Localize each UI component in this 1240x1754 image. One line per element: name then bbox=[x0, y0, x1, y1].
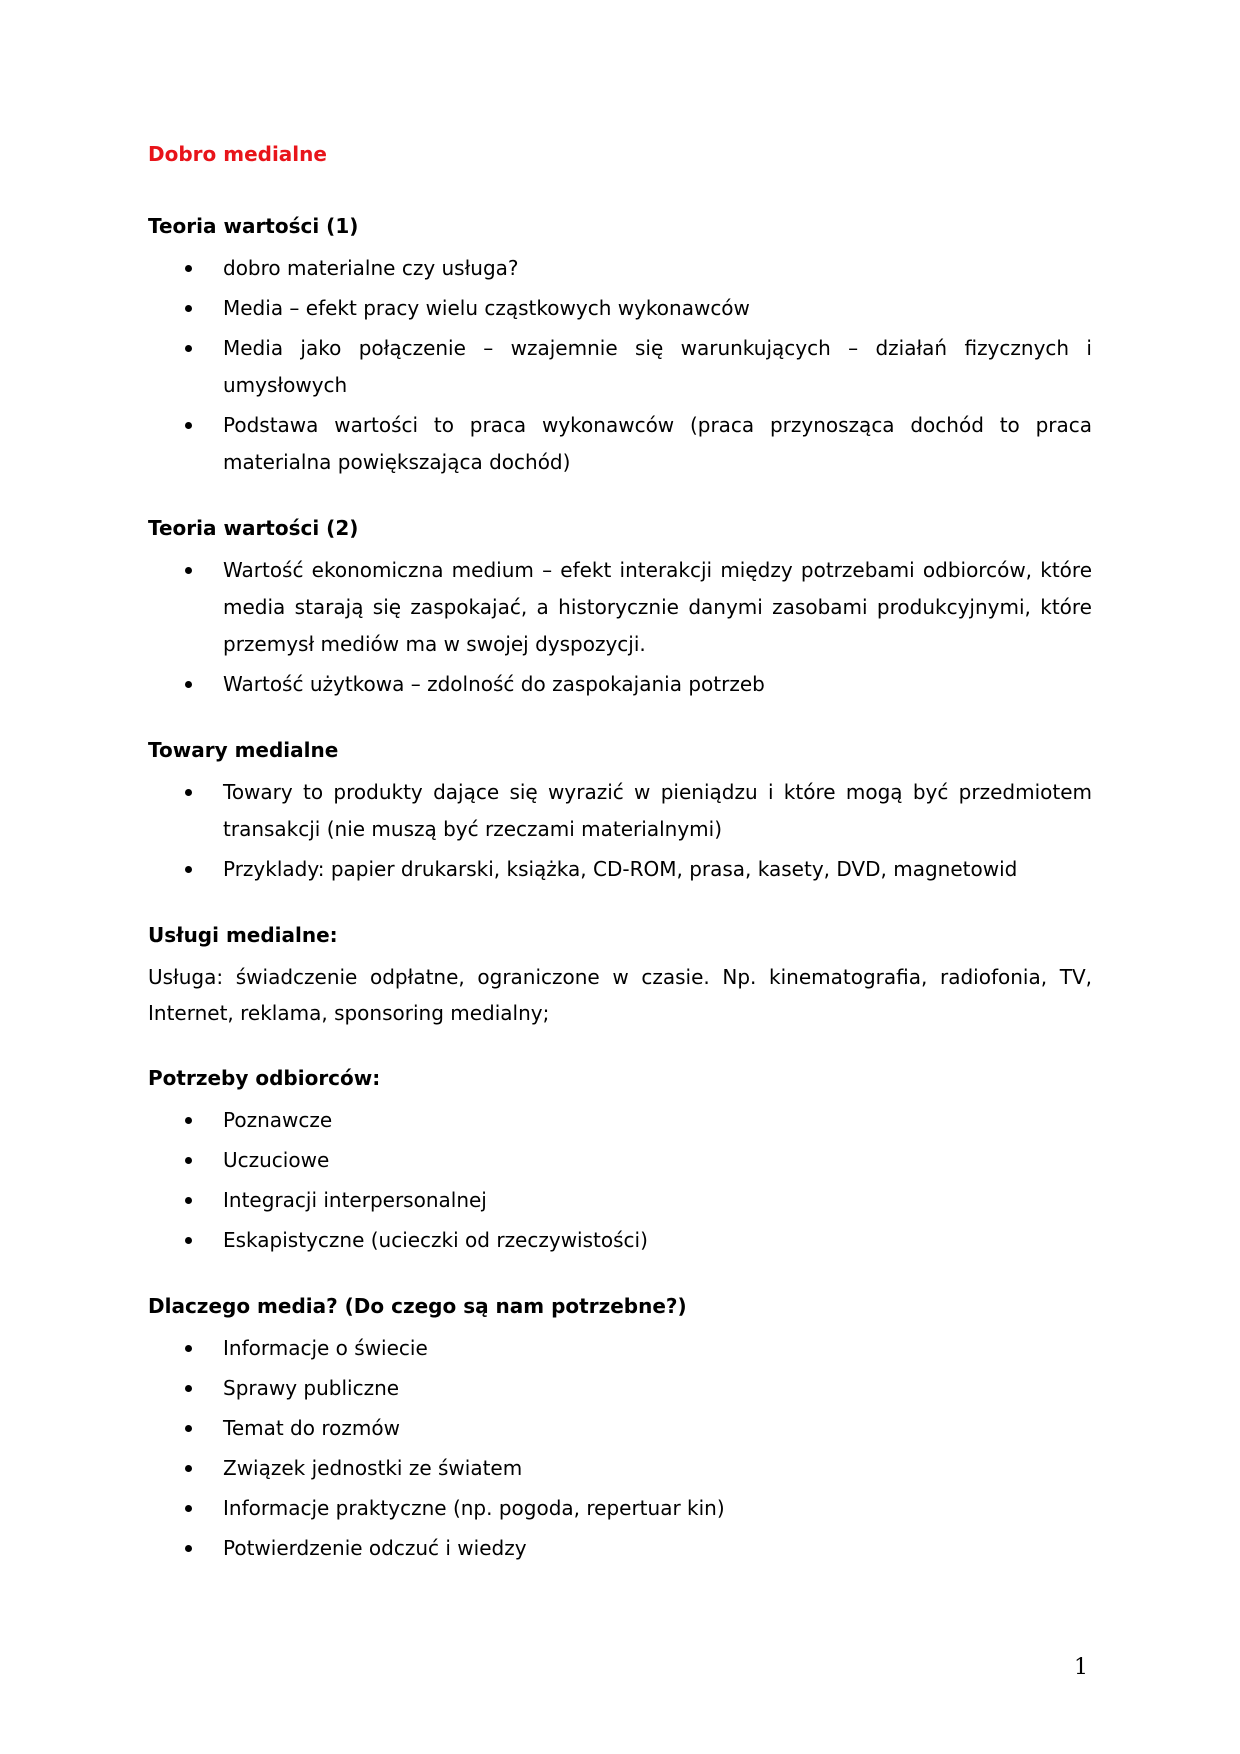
list-item bbox=[148, 1450, 1092, 1487]
list-item bbox=[148, 1410, 1092, 1447]
section-heading: Teoria wartości (1) bbox=[148, 214, 359, 238]
bullet-icon bbox=[185, 681, 192, 688]
section bbox=[148, 923, 1092, 1031]
bullet-icon bbox=[185, 1425, 192, 1432]
bullet-icon bbox=[185, 422, 192, 429]
list-item-text: Wartość użytkowa – zdolność do zaspokajania potrzeb bbox=[223, 672, 765, 696]
bullet-icon bbox=[185, 1465, 192, 1472]
list-item-text: Media jako połączenie – wzajemnie się warunkujących – działań fizycznych i umysłowych bbox=[223, 336, 1092, 397]
document-sections bbox=[148, 214, 1092, 1567]
list-item-text: Wartość ekonomiczna medium – efekt interakcji między potrzebami odbiorców, które media starają się zaspokajać, a historycznie danymi zasobami produkcyjnymi, które przemysł mediów ma w swojej dyspozycji. bbox=[223, 558, 1092, 656]
list-item bbox=[148, 250, 1092, 287]
list-item-text: Informacje o świecie bbox=[223, 1336, 428, 1360]
list-item-text: Uczuciowe bbox=[223, 1148, 330, 1172]
list-item-text: Sprawy publiczne bbox=[223, 1376, 400, 1400]
list-item bbox=[148, 1370, 1092, 1407]
list-item-text: Temat do rozmów bbox=[223, 1416, 400, 1440]
section-heading: Usługi medialne: bbox=[148, 923, 338, 947]
list-item-text: Potwierdzenie odczuć i wiedzy bbox=[223, 1536, 527, 1560]
list-item bbox=[148, 1222, 1092, 1259]
bullet-icon bbox=[185, 1157, 192, 1164]
section-paragraph: Usługa: świadczenie odpłatne, ograniczone w czasie. Np. kinematografia, radiofonia, TV, Internet, reklama, sponsoring medialny; bbox=[148, 965, 1092, 1025]
bullet-icon bbox=[185, 1237, 192, 1244]
list-item-text: Integracji interpersonalnej bbox=[223, 1188, 487, 1212]
section bbox=[148, 214, 1092, 481]
document-page bbox=[148, 142, 1092, 1602]
bullet-list bbox=[148, 250, 1092, 481]
list-item bbox=[148, 666, 1092, 703]
bullet-icon bbox=[185, 1345, 192, 1352]
list-item-text: Eskapistyczne (ucieczki od rzeczywistości) bbox=[223, 1228, 648, 1252]
section-heading: Teoria wartości (2) bbox=[148, 516, 359, 540]
list-item-text: Poznawcze bbox=[223, 1108, 333, 1132]
bullet-icon bbox=[185, 789, 192, 796]
list-item-text: Podstawa wartości to praca wykonawców (praca przynosząca dochód to praca materialna powiększająca dochód) bbox=[223, 413, 1092, 474]
list-item bbox=[148, 1530, 1092, 1567]
bullet-list bbox=[148, 552, 1092, 703]
list-item-text: Towary to produkty dające się wyrazić w pieniądzu i które mogą być przedmiotem transakcji (nie muszą być rzeczami materialnymi) bbox=[223, 780, 1092, 841]
bullet-icon bbox=[185, 1117, 192, 1124]
bullet-icon bbox=[185, 1505, 192, 1512]
list-item bbox=[148, 774, 1092, 848]
list-item bbox=[148, 290, 1092, 327]
section bbox=[148, 738, 1092, 888]
bullet-icon bbox=[185, 265, 192, 272]
section bbox=[148, 1066, 1092, 1259]
bullet-list bbox=[148, 774, 1092, 888]
list-item bbox=[148, 1490, 1092, 1527]
bullet-icon bbox=[185, 1385, 192, 1392]
bullet-icon bbox=[185, 866, 192, 873]
section-heading: Dlaczego media? (Do czego są nam potrzebne?) bbox=[148, 1294, 687, 1318]
page-number: 1 bbox=[1074, 1655, 1088, 1680]
list-item bbox=[148, 1102, 1092, 1139]
list-item-text: Informacje praktyczne (np. pogoda, repertuar kin) bbox=[223, 1496, 725, 1520]
bullet-list bbox=[148, 1330, 1092, 1567]
list-item bbox=[148, 330, 1092, 404]
bullet-icon bbox=[185, 1545, 192, 1552]
section-heading: Towary medialne bbox=[148, 738, 339, 762]
bullet-list bbox=[148, 1102, 1092, 1259]
list-item bbox=[148, 407, 1092, 481]
list-item-text: Media – efekt pracy wielu cząstkowych wykonawców bbox=[223, 296, 750, 320]
list-item bbox=[148, 1142, 1092, 1179]
document-title: Dobro medialne bbox=[148, 142, 327, 166]
section bbox=[148, 1294, 1092, 1567]
list-item-text: Przyklady: papier drukarski, książka, CD-ROM, prasa, kasety, DVD, magnetowid bbox=[223, 857, 1018, 881]
section bbox=[148, 516, 1092, 703]
list-item bbox=[148, 552, 1092, 663]
bullet-icon bbox=[185, 305, 192, 312]
list-item bbox=[148, 1330, 1092, 1367]
bullet-icon bbox=[185, 345, 192, 352]
list-item-text: Związek jednostki ze światem bbox=[223, 1456, 523, 1480]
list-item-text: dobro materialne czy usługa? bbox=[223, 256, 519, 280]
bullet-icon bbox=[185, 567, 192, 574]
list-item bbox=[148, 851, 1092, 888]
section-heading: Potrzeby odbiorców: bbox=[148, 1066, 381, 1090]
list-item bbox=[148, 1182, 1092, 1219]
bullet-icon bbox=[185, 1197, 192, 1204]
